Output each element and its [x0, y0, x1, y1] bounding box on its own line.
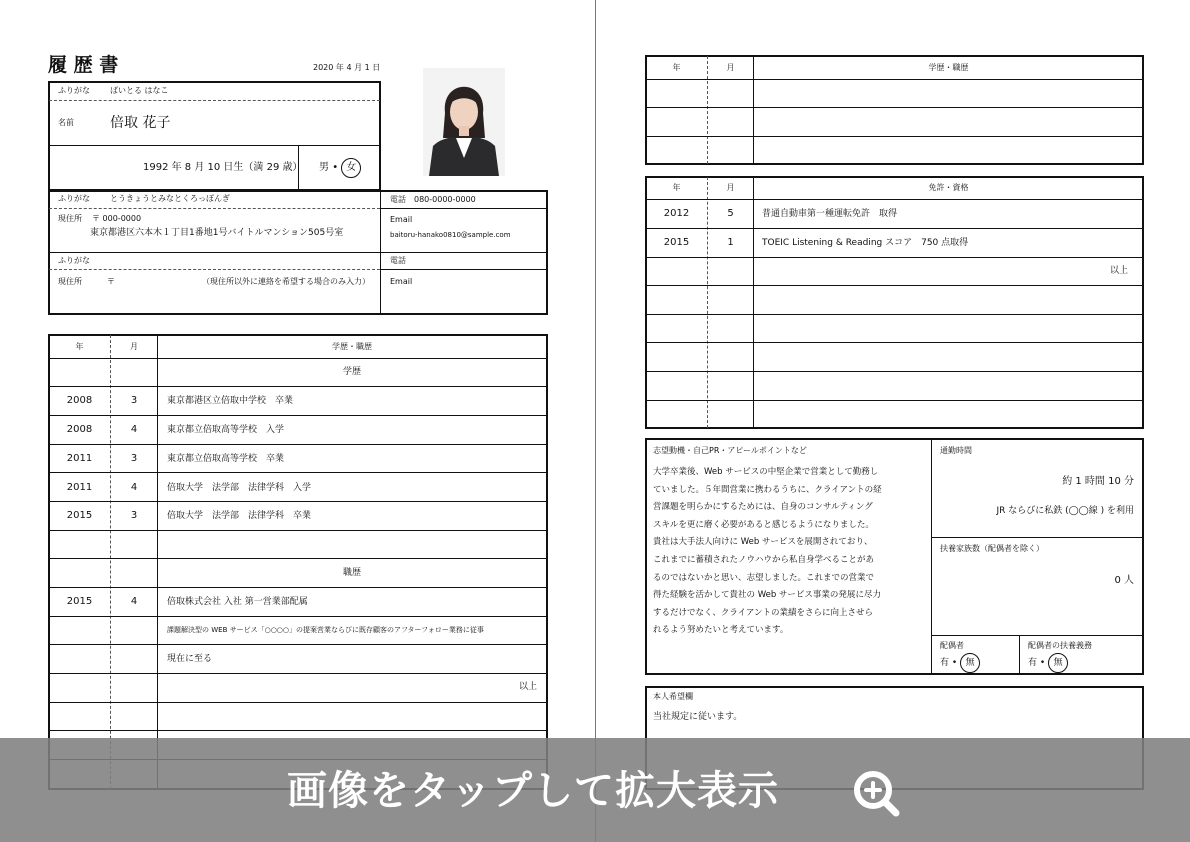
- license-year: 2015: [663, 237, 690, 248]
- commute-label: 通勤時間: [940, 446, 972, 455]
- resume-date: 2020 年 4 月 1 日: [313, 63, 381, 72]
- motivation-line: るのではないかと思い、志望しました。これまでの営業で: [653, 572, 875, 583]
- history-col-content: 学歴・職歴: [332, 342, 372, 351]
- addr1-postal: 〒 000-0000: [92, 214, 142, 223]
- motivation-line: 得た経験を活かして貴社の Web サービス事業の発展に尽力: [653, 590, 881, 601]
- spouse-support-dot: •: [1039, 658, 1046, 668]
- edu-content: 倍取大学 法学部 法律学科 入学: [167, 483, 312, 493]
- motivation-line: 大学卒業後、Web サービスの中堅企業で営業として勤務し: [653, 467, 879, 477]
- addr2-label: 現住所: [58, 277, 82, 286]
- work-content: 現在に至る: [167, 654, 213, 664]
- furigana-label: ふりがな: [58, 86, 90, 95]
- commute-route: JR ならびに私鉄 (◯◯線 ) を利用: [996, 506, 1134, 516]
- edu-year: 2008: [66, 395, 93, 406]
- licenses-col-year: 年: [672, 183, 681, 192]
- spouse-support-label: 配偶者の扶養義務: [1028, 641, 1092, 650]
- furigana-name: ばいとる はなこ: [110, 86, 169, 95]
- edu-year: 2015: [66, 510, 93, 521]
- work-content: 課題解決型の WEB サービス「○○○○」の提案営業ならびに既存顧客のアフターフォロー業務に従事: [167, 626, 484, 634]
- edu-year: 2011: [66, 482, 93, 493]
- edu-year: 2008: [66, 424, 93, 435]
- motivation-line: するだけでなく、クライアントの業績をさらに向上させら: [653, 607, 873, 618]
- addr1-label: 現住所: [58, 214, 82, 223]
- gender-female-circled: 女: [341, 158, 361, 178]
- spouse-label: 配偶者: [940, 641, 964, 650]
- motivation-text: [653, 464, 928, 640]
- license-content: TOEIC Listening & Reading スコア 750 点取得: [762, 238, 969, 248]
- edu-month: 3: [130, 395, 138, 406]
- phone-value: 080-0000-0000: [414, 195, 476, 204]
- addr2-furigana-label: ふりがな: [58, 256, 90, 265]
- licenses-col-content: 免許・資格: [928, 183, 969, 192]
- gender-male: 男: [319, 162, 329, 173]
- motivation-line: スキルを更に磨く必要があると感じるようになりました。: [653, 519, 874, 530]
- license-year: 2012: [663, 208, 690, 219]
- edu-content: 東京都港区立倍取中学校 卒業: [167, 396, 294, 406]
- work-heading: 職歴: [342, 568, 361, 578]
- phone2-label: 電話: [390, 256, 406, 265]
- history-continued-col-year: 年: [672, 63, 681, 72]
- spouse-field: [940, 653, 980, 673]
- history-continued-col-content: 学歴・職歴: [928, 63, 969, 72]
- edu-content: 東京都立倍取高等学校 入学: [167, 425, 285, 435]
- commute-value: 約 1 時間 10 分: [1062, 476, 1134, 487]
- history-continued-col-month: 月: [726, 63, 735, 72]
- wishes-value: 当社規定に従います。: [653, 712, 743, 722]
- name-label: 名前: [58, 118, 74, 127]
- dependents-value: 0 人: [1114, 575, 1134, 586]
- email2-label: Email: [390, 277, 413, 286]
- edu-year: 2011: [66, 453, 93, 464]
- spouse-no-circled: 無: [960, 653, 980, 673]
- gender-dot: •: [332, 162, 339, 173]
- motivation-line: 営課題を明らかにするためには、自身のコンサルティング: [653, 502, 873, 513]
- gender-field: [319, 158, 361, 178]
- work-month: 4: [130, 596, 138, 607]
- spouse-support-no-circled: 無: [1048, 653, 1068, 673]
- motivation-line: これまでに蓄積されたノウハウから私自身学べることがあ: [653, 554, 875, 565]
- motivation-line: 貴社は大手法人向けに Web サービスを展開されており、: [653, 537, 873, 548]
- licenses-end: 以上: [1110, 266, 1129, 276]
- addr1-furigana: とうきょうとみなとくろっぽんぎ: [110, 194, 230, 203]
- history-end: 以上: [519, 682, 538, 692]
- spouse-dot: •: [951, 658, 958, 668]
- addr2-note: （現住所以外に連絡を希望する場合のみ入力）: [202, 277, 370, 286]
- wishes-label: 本人希望欄: [653, 692, 693, 701]
- spouse-support-field: [1028, 653, 1068, 673]
- dependents-label: 扶養家族数（配偶者を除く）: [940, 544, 1044, 553]
- motivation-label: 志望動機・自己PR・アピールポイントなど: [653, 446, 807, 455]
- work-content: 倍取株式会社 入社 第一営業部配属: [167, 597, 308, 607]
- education-heading: 学歴: [342, 367, 361, 377]
- applicant-name: 倍取 花子: [110, 115, 171, 131]
- history-col-year: 年: [75, 342, 84, 351]
- spouse-yes: 有: [940, 658, 950, 668]
- edu-month: 3: [130, 453, 138, 464]
- applicant-photo: [423, 68, 505, 176]
- license-month: 5: [727, 208, 734, 219]
- edu-month: 4: [130, 424, 138, 435]
- addr1-furigana-label: ふりがな: [58, 194, 90, 203]
- motivation-line: ていました。５年間営業に携わるうちに、クライアントの経: [653, 484, 882, 495]
- spouse-support-yes: 有: [1028, 658, 1038, 668]
- phone-label: 電話: [390, 195, 406, 204]
- tap-to-enlarge-overlay[interactable]: [0, 738, 1190, 842]
- tap-to-enlarge-label: 画像をタップして拡大表示: [287, 768, 779, 814]
- motivation-line: れるよう努めたいと考えています。: [653, 625, 789, 636]
- addr2-postal: 〒: [107, 277, 115, 286]
- edu-month: 4: [130, 482, 138, 493]
- history-col-month: 月: [130, 342, 138, 351]
- licenses-col-month: 月: [726, 183, 735, 192]
- edu-month: 3: [130, 510, 138, 521]
- birth-date: 1992 年 8 月 10 日生（満 29 歳）: [143, 162, 303, 173]
- page-divider: [595, 0, 596, 842]
- resume-title: 履 歴 書: [48, 54, 119, 76]
- edu-content: 倍取大学 法学部 法律学科 卒業: [167, 511, 312, 521]
- license-content: 普通自動車第一種運転免許 取得: [762, 209, 898, 219]
- zoom-in-icon: [852, 769, 902, 819]
- license-month: 1: [727, 237, 734, 248]
- addr1-value: 東京都港区六本木１丁目1番地1号バイトルマンション505号室: [90, 228, 344, 238]
- edu-content: 東京都立倍取高等学校 卒業: [167, 454, 285, 464]
- email-label: Email: [390, 215, 413, 224]
- email-value: baitoru-hanako0810@sample.com: [390, 231, 511, 239]
- work-year: 2015: [66, 596, 93, 607]
